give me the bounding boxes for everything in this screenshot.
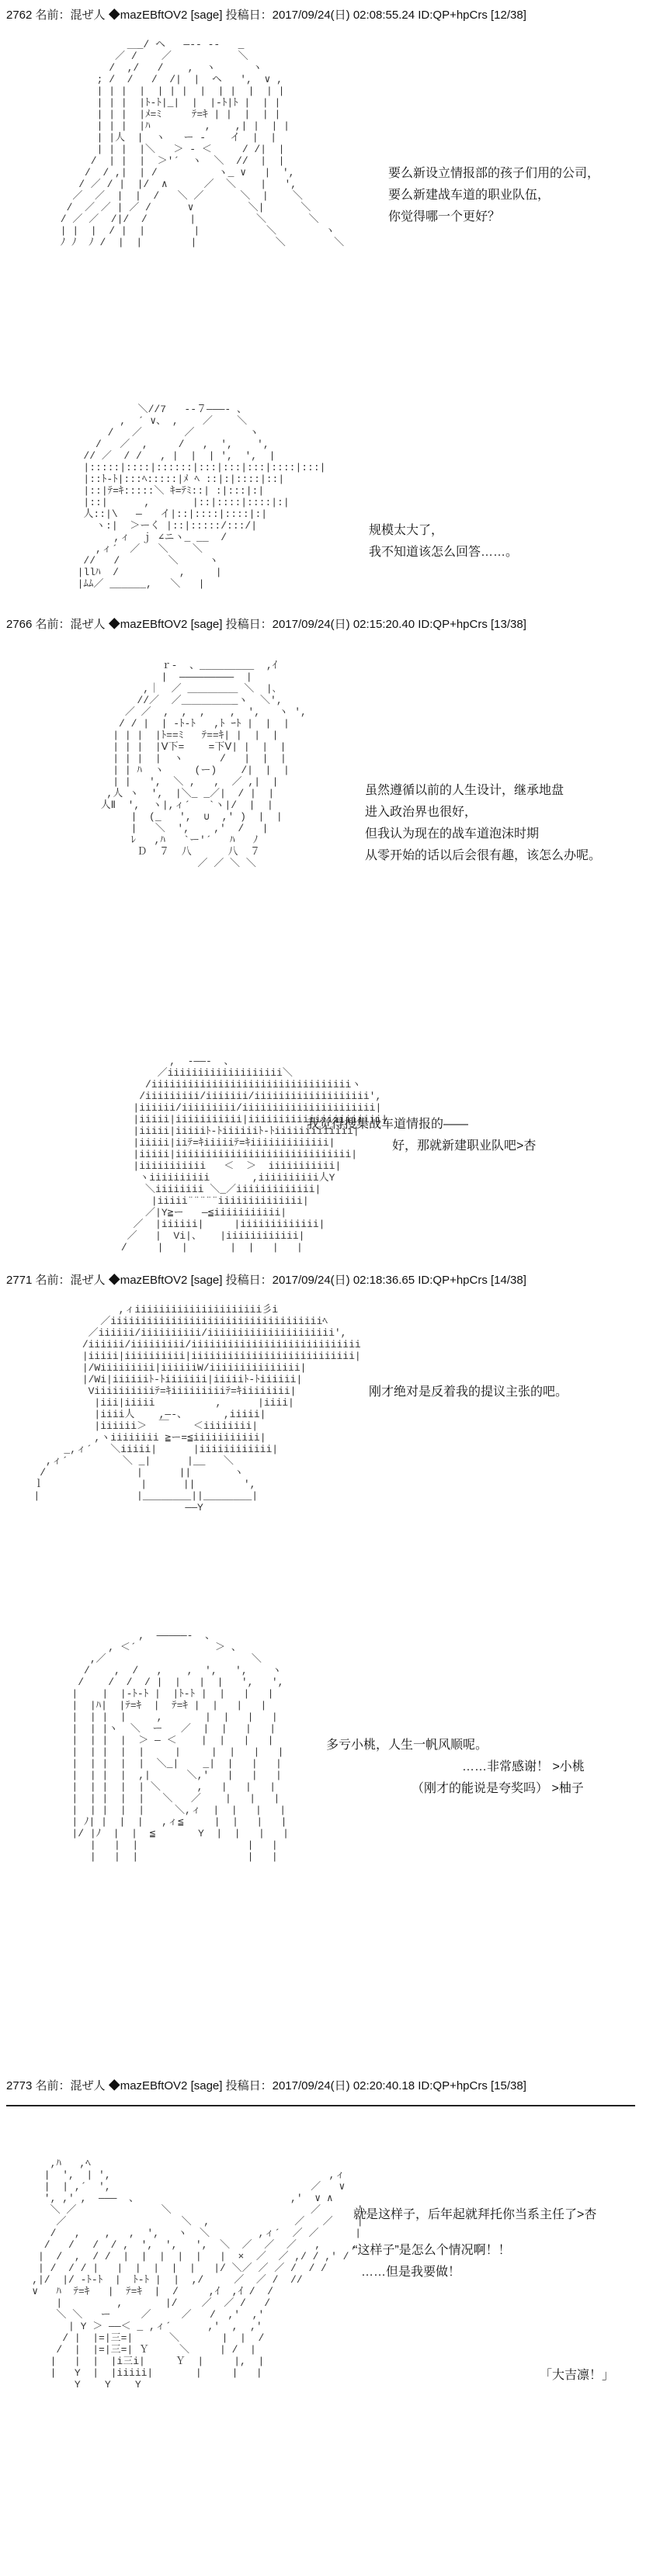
- post-panel: [0, 1040, 660, 1257]
- post-panel: [0, 31, 660, 357]
- post-header: 2762 名前：混ぜ人 ◆mazEBftOV2 [sage] 投稿日：2017/09/24(日) 02:08:55.24 ID:QP+hpCrs [12/38]: [6, 9, 526, 22]
- post-header: 2771 名前：混ぜ人 ◆mazEBftOV2 [sage] 投稿日：2017/09/24(日) 02:18:36.65 ID:QP+hpCrs [14/38]: [6, 1274, 526, 1287]
- divider-line: [6, 2105, 635, 2106]
- speech-line: “这样子”是怎么个情况啊！！: [353, 2244, 511, 2257]
- speech-line: 多亏小桃，人生一帆风顺呢。: [326, 1739, 488, 1752]
- speech-block: [369, 1382, 568, 1403]
- speech-line: 你觉得哪一个更好？: [388, 210, 501, 224]
- post-panel: [0, 1614, 660, 2018]
- speech-block: [326, 1735, 585, 1800]
- ascii-art-illustration: , ‐――‐ 、 ／iiiiiiiiiiiiiiiiiii＼ /iiiiiiiiiiiiiiiiiiiiiiiiiiiiiiiiiヽ /iiiiiiiii/iiiiiii/iiiiiiiiiiiiiiiiiii', |iiiiii/iiiiiiiii/iiiiiiiiiiiiiiiiiiiiii| |iiiii|iiiiiiiiiii|iiiiiiiiiiiiiiiiiiiiii| |iiiii|iiiiiﾄ-ﾄiiiiiiﾄ-ﾄiiiiiiiiiiiii| |iiiii|iiﾃ=ｷiiiiiﾃ=ｷiiiiiiiiiiiii| |iiiii|iiiiiiiiiiiiiiiiiiiiiiiiiiiii| |iiiiiiiiiii ＜ ＞ iiiiiiiiiii| ヽiiiiiiiiii ,iiiiiiiiii人Y ＼iiiiiiii ＼_／iiiiiiiiiiiii| |iiiii¨¨¨¨¨iiiiiiiiiiiiii| ／|Y≧ー ―≦iiiiiiiiiii| ／ |iiiiii| |iiiiiiiiiiiii| ／ | Vi|、 |iiiiiiiiiiii| / | | | | | |: [120, 1056, 388, 1253]
- speech-line: 虽然遵循以前的人生设计，继承地盘: [365, 784, 564, 797]
- speech-line: 「大吉凛！」: [540, 2369, 615, 2382]
- speech-line: 要么新设立情报部的孩子们用的公司，: [388, 167, 600, 180]
- ascii-art-illustration: ,ィiiiiiiiiiiiiiiiiiiiii彡i ／iiiiiiiiiiiiiiiiiiiiiiiiiiiiiiiiiiiﾍ ／iiiiii/iiiiiiiiii/iiiiiiiiiiiiiiiiiiiii', /iiiiii/iiiiiiiii/iiiiiiiiiiiiiiiiiiiiiiiiiiii |iiiii|iiiiiiiiii|iiiiiiiiiiiiiiiiiiiiiiiiiii| |/Wiiiiiiiii|iiiiiiW/iiiiiiiiiiiiiii| |/Wi|iiiiiiﾄ-ﾄiiiiiii|iiiiiﾄ-ﾄiiiiii| Viiiiiiiiiiﾃ=ｷiiiiiiiiiﾃ=ｷiiiiiiii| |iii|iiiii , |iiii| |iiii人 ,―‐、 ,iiiii| |iiiiii＞ ￣ ＜iiiiiiii| ,ヽiiiiiiii ≧ー=≦iiiiiiiiiii| _,ィ´ ＼iiiii| |iiiiiiiiiiii| ,ィ´ ＼ _| |__ ＼ / | || ヽ ｌ | || ', | |________||________| ――Y: [33, 1304, 361, 1513]
- ascii-art-illustration: , ―――――‐ 、 , ＜´ ＞ 、 ,／ ＼ / , / , , ', ', ヽ / / / / | | | | ', ', | | |-ﾄ-ﾄ | |ﾄ-ﾄ | | | | | |ﾊ| |ﾃ=ｷ | ﾃ=ｷ | | | | | | | | , | | | | | | |ヽ ＼ ー ／ | | | | | | | | ＞ ― ＜ | | | | | | | | | | | | | | | | | | | ＼_| _| | | | | | | | ,| ＼,' | | | | | | | | ＼ , | | | | | | | | ＼ ／ | | | | | | | | ＼,ィ | | | | | ﾉ| | | | ,ィ≦ | | | | |/ |ﾉ | | ≦ Y | | | | | | | | | | | | | |: [71, 1630, 289, 1863]
- ascii-art-illustration: ＿_/ ヘ ―-- -- _ ／ / ／ ＼ / ,/ / , ヽ ヽ ; / / / /| | ヘ ', ∨ , | | | | | | | | | | | | | | | | |ﾄ-ﾄ|_| | |-ﾄ|ﾄ | | | | | | |ﾒ=ﾐ ﾃ=ｷ | | | | | | | | |ﾊ , ,| | | | | |人 | ヽ ー ‐ イ | | | | | |＼ ＞ ‐ ＜ / /| | / | | | ＞'´ ヽ ＼ // | | / / ,| | / ヽ_ ∨ | ', / ／ / | |/ ∧ ／ ＼ | ', ／ ／ | | / ＼ ／ ＼ | ＼ / ／ ／ | ／ / ∨ ＼| ＼ / ／ ／ /|/ / | ＼ ＼ | | | / | | | ＼ ヽ ﾉ ﾉ ﾉ / | | | ＼ ＼: [60, 39, 345, 248]
- ascii-art-illustration: ｒ‐ 、_________ ,ｲ | ――――――――― | ,｜ ／ ＿＿＿＿＿ ＼ |､ //／ ／＿＿＿＿＿_ヽ ＼', ／ ／ , , , , ', ヽ ', / / | | -ﾄ-ﾄ ,ﾄ ｰﾄ | | | | | | |ﾄ==ﾐ ﾃ==ｷ| | | | | | | |Ⅴ下= =下Ⅴ| | | | | | | | ヽ / | | | | | ﾊ ヽ (ー) /| | | | | ', ＼ , , ／ ,| | ,人 ヽ ', |＼_ _／| / | | 人Ⅱ ', ヽ|,ィ´ `ヽ|/ | | | (_ ', ∪ ,' ) | | | ＼ ', ,' / | ﾚ ,ﾊ `ー'´ ﾊ ﾉ Ｄ ７ 八 八 ７ ／ ／ ＼ ＼: [100, 660, 307, 869]
- post-panel: [0, 396, 660, 598]
- speech-line: 刚才绝对是反着我的提议主张的吧。: [369, 1385, 568, 1399]
- post-header: 2766 名前：混ぜ人 ◆mazEBftOV2 [sage] 投稿日：2017/09/24(日) 02:15:20.40 ID:QP+hpCrs [13/38]: [6, 618, 526, 631]
- speech-block: [307, 1114, 536, 1157]
- speech-line: ……但是我要做！: [361, 2266, 461, 2279]
- speech-line: 就是这样子，后年起就拜托你当系主任了>杏: [353, 2208, 597, 2221]
- post-panel: [0, 1296, 660, 1583]
- speech-block: [365, 780, 601, 867]
- speech-line: 我不知道该怎么回答……。: [369, 546, 519, 559]
- speech-block: [369, 520, 518, 563]
- speech-line: （刚才的能说是夸奖吗） >柚子: [412, 1782, 584, 1795]
- speech-block: [388, 163, 599, 228]
- speech-line: 进入政治界也很好，: [365, 806, 478, 819]
- speech-line: 要么新建战车道的职业队伍，: [388, 189, 551, 202]
- speech-line: 我觉得搜集战车道情报的——: [307, 1118, 469, 1131]
- speech-block: [353, 2204, 614, 2387]
- ascii-art-illustration: ＼//7 --７―――- 、 , ´ ∨、 , ／ ＼ / ／ ／ ヽ / ／ , / , ', ', // ／ / / , | | | ', ', | |:::::|::::|::::::|:::|:::|:::|::::|:::| |::ﾄ-ﾄ|:::ﾍ:::::|ﾒ ﾍ ::|:|::::|::| |::|ﾃ=ｷ:::::＼ ｷ=ﾃﾐ::| :|:::|:| |::| , |::|::::|::::|:| 人::|\ ― イ|::|::::|::::|:| ヽ:| ＞ーく |::|:::::/:::/| ,ィ ｊ ∠ニヽ_ __ / ,ィ´ ／ ＼ ＼ // / ＼ ヽ |llﾊ / , | |ﾑﾑ／ ______, ＼ |: [77, 404, 326, 590]
- speech-line: 从零开始的话以后会很有趣，该怎么办呢。: [365, 849, 602, 862]
- ascii-art-illustration: ,ﾊ ,ﾍ | ', | ', ,ィ | | ,´ ', ／ ∨ ', ,' , ――― 、 ,' ∨ ∧ ＼ ／ ＼ ／ ', ／ ＼ , ／ ／ | / , , , ', ヽ ＼ ,ィ´ ／ ／ | / / / / , ', ', ', ＼ ／ ／ ／ , , | / , / / | | | | | | × ／ ／ ,/ / ,' / | / / / | | | | | | |/ ＼／ ／ ／ / / / ,|/ |/ -ﾄ-ﾄ | ﾄ-ﾄ | | ,/ ／ ／ / // ∨ ﾊ ﾃ=ｷ | ﾃ=ｷ | / ,ｲ ,ｲ / / | , |/ ／ ／ / / ＼ ＼ ー ／ ／ / ,' ,' | Y ＞ ――＜ _ ,ィ´ ,' , ,' / | |=|三=| ＼ | | / / | |=|三=| Ｙ ＼ | / | | | | |i三i| Ｙ | |, | | Y | |iiiii| | | | Y Y Y: [32, 2158, 370, 2391]
- speech-line: ……非常感谢！ >小桃: [462, 1760, 585, 1773]
- speech-line: 规模太大了，: [369, 524, 444, 537]
- speech-line: 但我认为现在的战车道泡沫时期: [365, 827, 540, 841]
- post-panel: [0, 644, 660, 986]
- speech-line: 好，那就新建职业队吧>杏: [392, 1139, 537, 1153]
- post-panel: [0, 2111, 660, 2569]
- post-header: 2773 名前：混ぜ人 ◆mazEBftOV2 [sage] 投稿日：2017/09/24(日) 02:20:40.18 ID:QP+hpCrs [15/38]: [6, 2079, 526, 2092]
